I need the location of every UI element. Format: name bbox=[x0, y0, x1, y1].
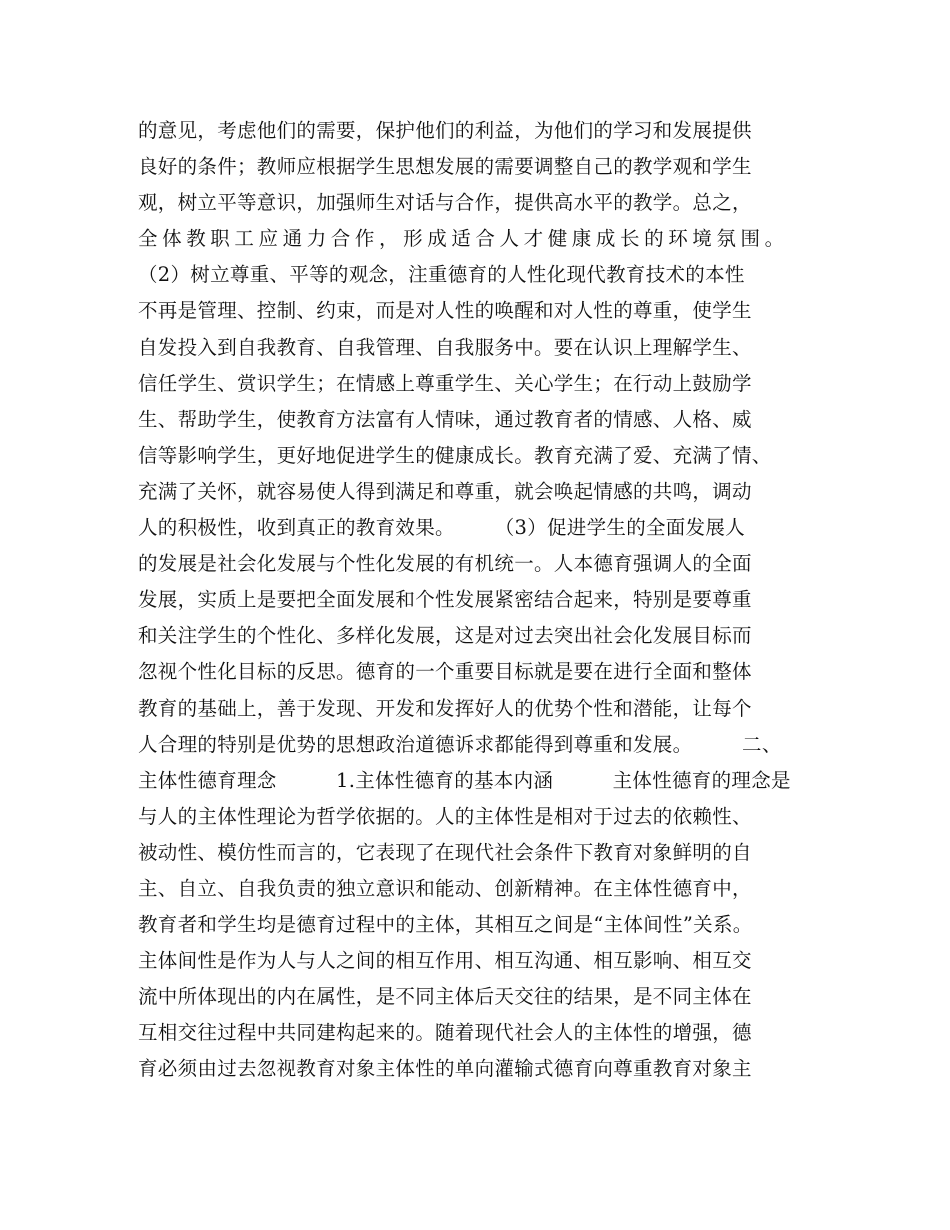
text-line: 与人的主体性理论为哲学依据的。人的主体性是相对于过去的依赖性、 bbox=[138, 804, 752, 828]
text-line: 观，树立平等意识，加强师生对话与合作，提供高水平的教学。总之， bbox=[138, 191, 752, 215]
text-line: 主、自立、自我负责的独立意识和能动、创新精神。在主体性德育中， bbox=[138, 876, 752, 900]
text-line: 良好的条件；教师应根据学生思想发展的需要调整自己的教学观和学生 bbox=[138, 155, 752, 179]
text-line: 的发展是社会化发展与个性化发展的有机统一。人本德育强调人的全面 bbox=[138, 552, 752, 576]
text-line: 主体性德育理念 1.主体性德育的基本内涵 主体性德育的理念是 bbox=[138, 768, 791, 792]
text-line: （2）树立尊重、平等的观念，注重德育的人性化现代教育技术的本性 bbox=[138, 263, 745, 287]
text-line: 信等影响学生，更好地促进学生的健康成长。教育充满了爱、充满了情、 bbox=[138, 443, 772, 467]
text-line: 人的积极性，收到真正的教育效果。 （3）促进学生的全面发展人 bbox=[138, 516, 746, 540]
text-line: 育必须由过去忽视教育对象主体性的单向灌输式德育向尊重教育对象主 bbox=[138, 1057, 752, 1081]
text-line: 发展，实质上是要把全面发展和个性发展紧密结合起来，特别是要尊重 bbox=[138, 588, 752, 612]
text-line: 教育者和学生均是德育过程中的主体，其相互之间是“主体间性”关系。 bbox=[138, 913, 753, 937]
text-line: 和关注学生的个性化、多样化发展，这是对过去突出社会化发展目标而 bbox=[138, 624, 752, 648]
text-line: 主体间性是作为人与人之间的相互作用、相互沟通、相互影响、相互交 bbox=[138, 949, 752, 973]
text-line: 流中所体现出的内在属性，是不同主体后天交往的结果，是不同主体在 bbox=[138, 985, 752, 1009]
body-text bbox=[138, 113, 828, 1088]
text-line: 充满了关怀，就容易使人得到满足和尊重，就会唤起情感的共鸣，调动 bbox=[138, 479, 752, 503]
text-line: 教育的基础上，善于发现、开发和发挥好人的优势个性和潜能，让每个 bbox=[138, 696, 752, 720]
text-line: 被动性、模仿性而言的，它表现了在现代社会条件下教育对象鲜明的自 bbox=[138, 840, 752, 864]
text-line: 互相交往过程中共同建构起来的。随着现代社会人的主体性的增强，德 bbox=[138, 1021, 752, 1045]
text-line: 的意见，考虑他们的需要，保护他们的利益，为他们的学习和发展提供 bbox=[138, 119, 752, 142]
text-line: 自发投入到自我教育、自我管理、自我服务中。要在认识上理解学生、 bbox=[138, 335, 752, 359]
text-line: 不再是管理、控制、约束，而是对人性的唤醒和对人性的尊重，使学生 bbox=[138, 299, 752, 323]
text-line: 信任学生、赏识学生；在情感上尊重学生、关心学生；在行动上鼓励学 bbox=[138, 371, 752, 395]
text-line: 人合理的特别是优势的思想政治道德诉求都能得到尊重和发展。 二、 bbox=[138, 732, 782, 756]
text-line: 生、帮助学生，使教育方法富有人情味，通过教育者的情感、人格、威 bbox=[138, 407, 752, 431]
text-line: 全体教职工应通力合作，形成适合人才健康成长的环境氛围。 bbox=[138, 227, 789, 251]
text-line: 忽视个性化目标的反思。德育的一个重要目标就是要在进行全面和整体 bbox=[138, 660, 752, 684]
